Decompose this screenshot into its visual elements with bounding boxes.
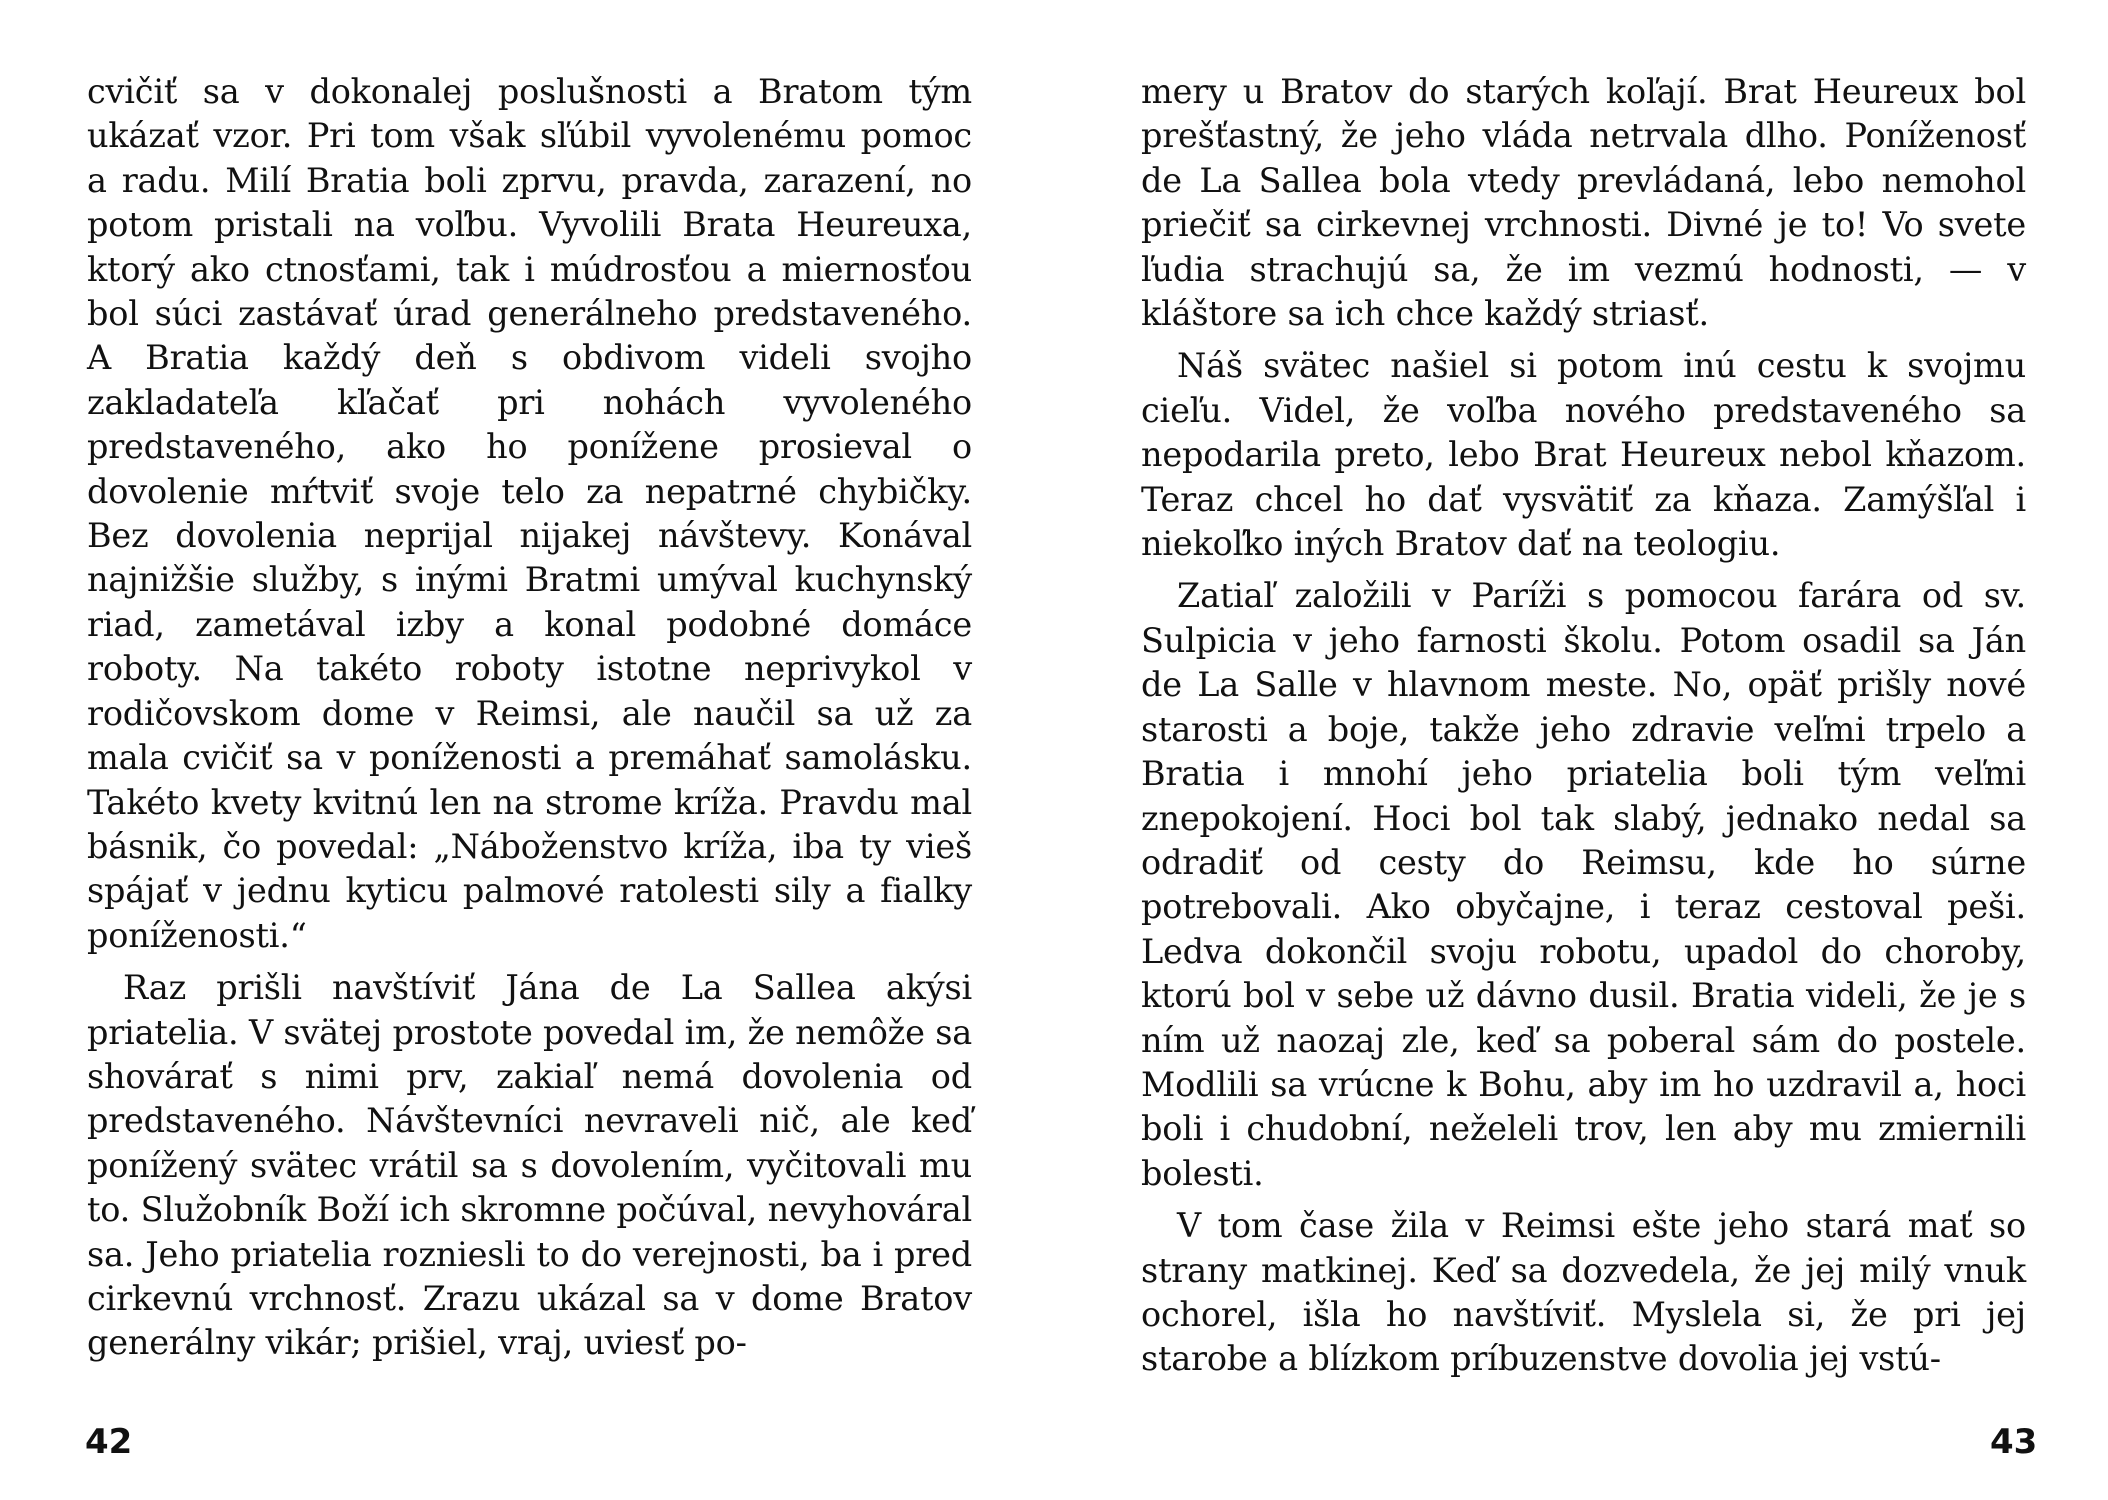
paragraph: Náš svätec našiel si potom inú cestu k svojmu cieľu. Videl, že voľba nového predstaveného sa nepodarila preto, lebo Brat Heureux nebol kňazom. Teraz chcel ho dať vysvätiť za kňaza. Zamýšľal i niekoľko iných Bratov dať na teologiu. bbox=[1141, 346, 2026, 564]
paragraph: cvičiť sa v dokonalej poslušnosti a Bratom tým ukázať vzor. Pri tom však sľúbil vyvolenému pomoc a radu. Milí Bratia boli zprvu, pravda, zarazení, no potom pristali na voľbu. Vyvolili Brata Heureuxa, ktorý ako ctnosťami, tak i múdrosťou a miernosťou bol súci zastávať úrad generálneho predstaveného. A Bratia každý deň s obdivom videli svojho zakladateľa kľačať pri nohách vyvoleného predstaveného, ako ho poníženе prosieval o dovolenie mŕtviť svoje telo za nepatrné chybičky. Bez dovolenia neprijal nijakej návštevy. Konával najnižšie služby, s inými Bratmi umýval kuchynský riad, zametával izby a konal podobné domáce roboty. Na takéto roboty istotne neprivykol v rodičovskom dome v Reimsi, ale naučil sa už za mala cvičiť sa v poníženosti a premáhať samolásku. Takéto kvety kvitnú len na strome kríža. Pravdu mal básnik, čo povedal: „Náboženstvo kríža, iba ty vieš spájať v jednu kyticu palmové ratolesti sily a fialky poníženosti.“ bbox=[87, 72, 972, 955]
page-number-right: 43 bbox=[1990, 1422, 2038, 1462]
left-page-text bbox=[87, 70, 972, 1366]
paragraph: Zatiaľ založili v Paríži s pomocou farára od sv. Sulpicia v jeho farnosti školu. Potom osadil sa Ján de La Salle v hlavnom meste. No, opäť prišly nové starosti a boje, takže jeho zdravie veľmi trpelo a Bratia i mnohí jeho priatelia boli tým veľmi znepokojení. Hoci bol tak slabý, jednako nedal sa odradiť od cesty do Reimsu, kde ho súrne potrebovali. Ako obyčajne, i teraz cestoval peši. Ledva dokončil svoju robotu, upadol do choroby, ktorú bol v sebe už dávno dusil. Bratia videli, že je s ním už naozaj zle, keď sa poberal sám do postele. Modlili sa vrúcne k Bohu, aby im ho uzdravil a, hoci boli i chudobní, neželeli trov, len aby mu zmiernili bolesti. bbox=[1141, 576, 2026, 1193]
paragraph: mery u Bratov do starých koľají. Brat Heureux bol prešťastný, že jeho vláda netrvala dlho. Poníženosť de La Sallea bola vtedy prevládaná, lebo nemohol priečiť sa cirkevnej vrchnosti. Divné je to! Vo svete ľudia strachujú sa, že im vezmú hodnosti, — v kláštore sa ich chce každý striasť. bbox=[1141, 72, 2026, 334]
paragraph: V tom čase žila v Reimsi ešte jeho stará mať so strany matkinej. Keď sa dozvedela, že jej milý vnuk ochorel, išla ho navštíviť. Myslela si, že pri jej starobe a blízkom príbuzenstve dovolia jej vstú- bbox=[1141, 1206, 2026, 1379]
right-page bbox=[1141, 70, 2026, 1382]
paragraph: Raz prišli navštíviť Jána de La Sallea akýsi priatelia. V svätej prostote povedal im, že nemôže sa shovárať s nimi prv, zakiaľ nemá dovolenia od predstaveného. Návštevníci nevraveli nič, ale keď ponížený svätec vrátil sa s dovolením, vyčitovali mu to. Služobník Boží ich skromne počúval, nevyhováral sa. Jeho priatelia rozniesli to do verejnosti, ba i pred cirkevnú vrchnosť. Zrazu ukázal sa v dome Bratov generálny vikár; prišiel, vraj, uviesť po- bbox=[87, 968, 972, 1363]
left-page bbox=[87, 70, 972, 1366]
page-number-left: 42 bbox=[85, 1422, 133, 1462]
right-page-text bbox=[1141, 70, 2026, 1382]
